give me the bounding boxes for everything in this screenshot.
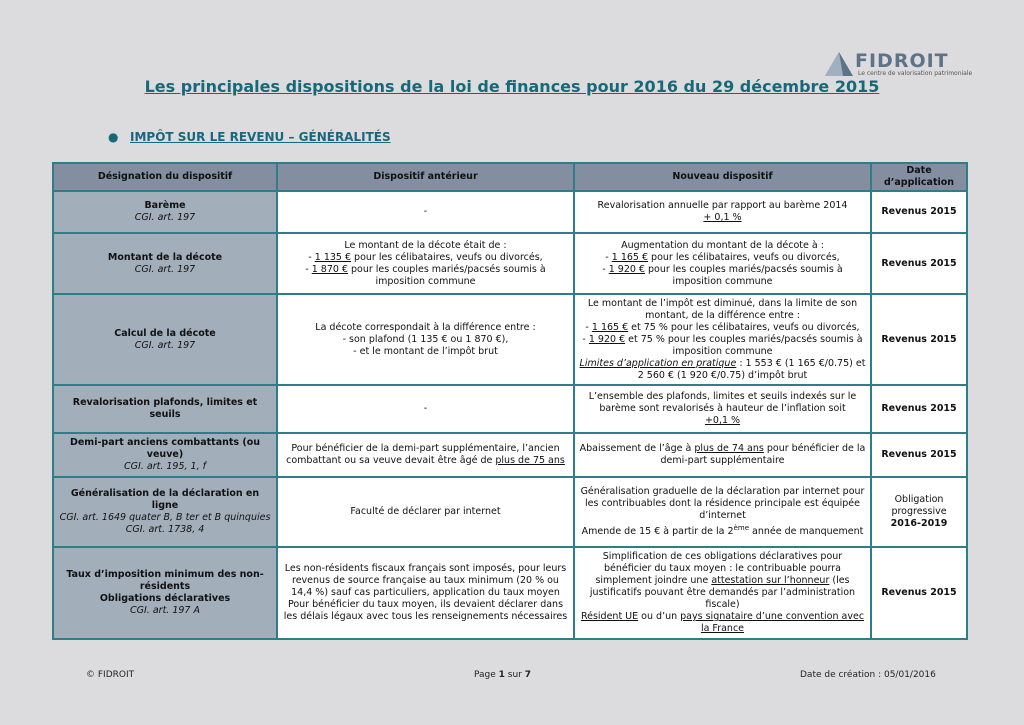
row-anterieur: La décote correspondait à la différence entre : - son plafond (1 135 € ou 1 870 €), - et le montant de l’impôt brut [277, 294, 574, 385]
row-anterieur: Pour bénéficier de la demi-part supplémentaire, l’ancien combattant ou sa veuve devait être âgé de plus de 75 ans [277, 433, 574, 477]
row-nouveau: Généralisation graduelle de la déclaration par internet pour les contribuables dont la résidence principale est équipée d’internet Amende de 15 € à partir de la 2ème année de manquement [574, 477, 871, 547]
row-designation: Demi-part anciens combattants (ou veuve) CGI. art. 195, 1, f [53, 433, 277, 477]
row-date: Revenus 2015 [871, 385, 967, 433]
row-anterieur: Les non-résidents fiscaux français sont imposés, pour leurs revenus de source française au taux minimum (20 % ou 14,4 %) sauf cas particuliers, application du taux moyen Pour bénéficier du taux moyen, ils devaient déclarer dans les délais légaux avec tous les renseignements nécessaires [277, 547, 574, 639]
fidroit-logo [823, 50, 973, 80]
row-nouveau: Simplification de ces obligations déclaratives pour bénéficier du taux moyen : le contribuable pourra simplement joindre une attestation sur l’honneur (les justificatifs pouvant être demandés par l’administration fiscale) Résident UE ou d’un pays signataire d’une convention avec la France [574, 547, 871, 639]
table-row [53, 477, 967, 547]
section-title: IMPÔT SUR LE REVENU – GÉNÉRALITÉS [130, 130, 391, 144]
row-date: Revenus 2015 [871, 294, 967, 385]
row-designation: Calcul de la décote CGI. art. 197 [53, 294, 277, 385]
row-date: Obligation progressive 2016-2019 [871, 477, 967, 547]
table-row [53, 233, 967, 294]
table-row [53, 547, 967, 639]
row-anterieur: Faculté de déclarer par internet [277, 477, 574, 547]
row-designation: Barème CGI. art. 197 [53, 191, 277, 233]
row-date: Revenus 2015 [871, 547, 967, 639]
header-anterieur: Dispositif antérieur [277, 163, 574, 191]
table-row [53, 191, 967, 233]
row-designation: Taux d’imposition minimum des non-résidents Obligations déclaratives CGI. art. 197 A [53, 547, 277, 639]
footer-date: Date de création : 05/01/2016 [800, 670, 936, 680]
provisions-table [52, 162, 968, 640]
logo-tagline: Le centre de valorisation patrimoniale [858, 70, 973, 77]
header-nouveau: Nouveau dispositif [574, 163, 871, 191]
row-designation: Généralisation de la déclaration en ligne CGI. art. 1649 quater B, B ter et B quinquies CGI. art. 1738, 4 [53, 477, 277, 547]
row-nouveau: Augmentation du montant de la décote à : - 1 165 € pour les célibataires, veufs ou divorcés, - 1 920 € pour les couples mariés/pacsés soumis à imposition commune [574, 233, 871, 294]
page-title: Les principales dispositions de la loi de finances pour 2016 du 29 décembre 2015 [144, 77, 880, 96]
header-date: Date d’application [871, 163, 967, 191]
logo-brand: FIDROIT [855, 50, 949, 72]
header-designation: Désignation du dispositif [53, 163, 277, 191]
bullet-icon: ● [108, 130, 119, 144]
logo-triangle-icon [823, 50, 855, 78]
row-date: Revenus 2015 [871, 191, 967, 233]
row-nouveau: L’ensemble des plafonds, limites et seuils indexés sur le barème sont revalorisés à hauteur de l’inflation soit +0,1 % [574, 385, 871, 433]
row-anterieur: Le montant de la décote était de : - 1 135 € pour les célibataires, veufs ou divorcés, - 1 870 € pour les couples mariés/pacsés soumis à imposition commune [277, 233, 574, 294]
row-designation: Montant de la décote CGI. art. 197 [53, 233, 277, 294]
row-anterieur: - [277, 191, 574, 233]
row-nouveau: Abaissement de l’âge à plus de 74 ans pour bénéficier de la demi-part supplémentaire [574, 433, 871, 477]
row-nouveau: Revalorisation annuelle par rapport au barème 2014 + 0,1 % [574, 191, 871, 233]
footer-copyright: © FIDROIT [86, 670, 135, 680]
row-date: Revenus 2015 [871, 233, 967, 294]
table-row [53, 433, 967, 477]
row-date: Revenus 2015 [871, 433, 967, 477]
row-nouveau: Le montant de l’impôt est diminué, dans la limite de son montant, de la différence entre : - 1 165 € et 75 % pour les célibataires, veufs ou divorcés, - 1 920 € et 75 % pour les couples mariés/pacsés soumis à imposition commune Limites d’application en pratique : 1 553 € (1 165 €/0.75) et 2 560 € (1 920 €/0.75) d’impôt brut [574, 294, 871, 385]
table-row [53, 385, 967, 433]
table-row [53, 294, 967, 385]
table-header-row [53, 163, 967, 191]
row-anterieur: - [277, 385, 574, 433]
footer-page-number: Page 1 sur 7 [474, 670, 532, 680]
section-heading [108, 130, 391, 144]
row-designation: Revalorisation plafonds, limites et seuils [53, 385, 277, 433]
